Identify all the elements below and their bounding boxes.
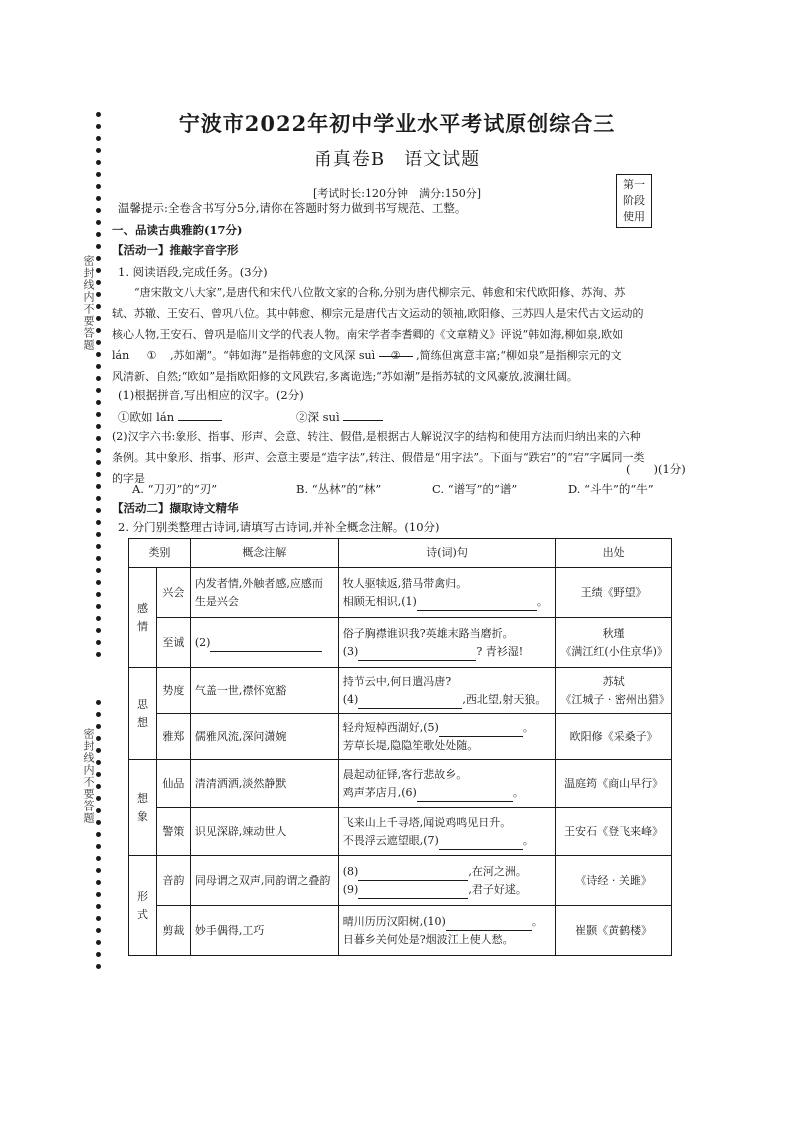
binding-dot	[96, 232, 101, 237]
pinyin-lan: lán	[112, 349, 130, 362]
answer-blank-6[interactable]	[417, 789, 513, 802]
poem-cell	[338, 714, 556, 760]
stamp-line-3: 使用	[623, 210, 645, 223]
binding-dot	[96, 904, 101, 909]
poem-prefix: (9)	[342, 882, 359, 896]
passage-line-3: 核心人物,王安石、曾巩是临川文学的代表人物。南宋学者李耆卿的《文章精义》评说“韩如海,柳如泉,欧如	[112, 328, 624, 341]
passage-line-5-end: ”是指欧阳修的文风跌宕,多离诡选;“苏如潮”是指苏轼的文风豪放,波澜壮阔。	[209, 370, 578, 383]
header-poem: 诗(词)句	[338, 539, 556, 568]
poem-line: 相顾无相识,(1) 。	[343, 593, 552, 611]
poem-line: 鸡声茅店月,(6) 。	[343, 784, 552, 802]
q1-stem: 1. 阅读语段,完成任务。(3分)	[118, 265, 268, 279]
binding-dot	[96, 820, 101, 825]
binding-dot	[96, 556, 101, 561]
poem-line	[343, 881, 552, 899]
blank-marker-1: ①	[146, 349, 157, 362]
exam-title: 宁波市2022年初中学业水平考试原创综合三	[178, 111, 616, 136]
binding-dot	[96, 352, 101, 357]
poem-suffix: ,在河之洲。	[468, 864, 527, 878]
binding-dot	[96, 364, 101, 369]
source-cell: 崔颢《黄鹤楼》	[556, 906, 672, 956]
binding-dot	[96, 496, 101, 501]
activity-2-heading: 【活动二】撷取诗文精华	[112, 501, 239, 515]
binding-dot	[96, 856, 101, 861]
binding-dot	[96, 784, 101, 789]
binding-dot	[96, 940, 101, 945]
binding-dot	[96, 292, 101, 297]
poem-cell	[338, 906, 556, 956]
blank-marker-2[interactable]	[379, 345, 413, 362]
exam-info: [考试时长:120分钟 满分:150分]	[313, 187, 481, 200]
sub1-b-label: ②深 suì	[296, 410, 340, 424]
concept-prefix: (2)	[194, 635, 211, 649]
subcategory: 至诚	[156, 618, 190, 668]
poem-line: 不畏浮云遮望眼,(7) 。	[343, 832, 552, 850]
passage-line-4-mid: ,苏如潮”。“韩如海”是指韩愈的文风深 suì	[170, 349, 376, 362]
group-label: 感情	[129, 568, 157, 668]
q1-sub1: (1)根据拼音,写出相应的汉字。(2分)	[118, 388, 304, 402]
binding-dot	[96, 964, 101, 969]
poem-suffix: ,君子好逑。	[468, 882, 527, 896]
poem-line	[343, 643, 552, 661]
q1-sub1-a	[118, 409, 222, 425]
answer-blank-8[interactable]	[358, 868, 468, 881]
binding-dot	[96, 892, 101, 897]
activity-1-heading: 【活动一】推敲字音字形	[112, 243, 239, 257]
concept-cell: 妙手偶得,工巧	[190, 906, 338, 956]
table-row	[129, 856, 672, 906]
binding-dot	[96, 700, 101, 705]
binding-dot	[96, 328, 101, 333]
binding-dot	[96, 880, 101, 885]
binding-dot	[96, 220, 101, 225]
source-cell	[556, 668, 672, 714]
subcategory: 雅郑	[156, 714, 190, 760]
binding-dot	[96, 748, 101, 753]
concept-cell: 儒雅风流,深问潇婉	[190, 714, 338, 760]
subcategory: 仙品	[156, 760, 190, 808]
source-cell: 欧阳修《采桑子》	[556, 714, 672, 760]
poem-prefix: 轻舟短棹西湖好,(5)	[342, 720, 439, 734]
answer-blank-9[interactable]	[358, 886, 468, 899]
option-c[interactable]: C. “谱写”的“谱”	[432, 482, 518, 496]
poem-line	[343, 863, 552, 881]
binding-dot	[96, 520, 101, 525]
answer-blank-7[interactable]	[439, 837, 523, 850]
binding-dot	[96, 424, 101, 429]
source-cell: 《诗经 · 关雎》	[556, 856, 672, 906]
subcategory: 势度	[156, 668, 190, 714]
poem-cell	[338, 618, 556, 668]
poem-cell	[338, 568, 556, 618]
poem-prefix: (4)	[342, 692, 359, 706]
binding-dot	[96, 304, 101, 309]
passage-line-4-end: ,简练但寓意丰富;“柳如泉”是指柳宗元的文	[416, 349, 622, 362]
subcategory: 兴会	[156, 568, 190, 618]
subcategory: 剪裁	[156, 906, 190, 956]
subcategory: 警策	[156, 808, 190, 856]
sub2-line-2: 条例。其中象形、指事、形声、会意主要是“造字法”,转注、假借是“用字法”。下面与“跌宕”的“宕”字属同一类	[112, 451, 645, 464]
q1-sub2	[112, 426, 692, 489]
dots-bottom	[96, 700, 102, 976]
poem-prefix: 鸡声茅店月,(6)	[342, 785, 417, 799]
concept-cell	[190, 618, 338, 668]
poem-line: 持节云中,何日遣冯唐?	[342, 674, 452, 688]
binding-dot	[96, 268, 101, 273]
binding-dot	[96, 412, 101, 417]
concept-cell: 同母谓之双声,同韵谓之叠韵	[190, 856, 338, 906]
source-author: 苏轼	[602, 674, 625, 688]
poem-cell	[338, 668, 556, 714]
table-header-row	[129, 539, 672, 568]
poem-line: 俗子胸襟谁识我?英雄末路当磨折。	[342, 626, 514, 640]
binding-dot	[96, 928, 101, 933]
passage-line-1: “唐宋散文八大家”,是唐代和宋代八位散文家的合称,分别为唐代柳宗元、韩愈和宋代欧阳修、苏洵、苏	[134, 286, 626, 299]
binding-dot	[96, 652, 101, 657]
passage-line-2: 轼、苏辙、王安石、曾巩八位。其中韩愈、柳宗元是唐代古文运动的领袖,欧阳修、三苏四人是宋代古文运动的	[112, 307, 644, 320]
source-cell: 王安石《登飞来峰》	[556, 808, 672, 856]
binding-dot	[96, 796, 101, 801]
binding-dot	[96, 508, 101, 513]
passage-line-5-start: 风清新、自然;“欧如	[112, 370, 210, 383]
answer-blank-5[interactable]	[439, 724, 523, 737]
binding-dot	[96, 712, 101, 717]
binding-dot	[96, 208, 101, 213]
q1-sub2-mark: ( )(1分)	[626, 462, 686, 476]
binding-dot	[96, 256, 101, 261]
poem-line: 轻舟短棹西湖好,(5) 。	[343, 719, 552, 737]
binding-dot	[96, 604, 101, 609]
q1-sub1-b	[296, 409, 383, 425]
subcategory: 音韵	[156, 856, 190, 906]
binding-dot	[96, 760, 101, 765]
binding-dot	[96, 580, 101, 585]
seal-line-text-bottom: 密封线内不要答题	[82, 728, 95, 824]
poem-prefix: 晴川历历汉阳树,(10)	[342, 914, 446, 928]
table-row	[129, 568, 672, 618]
poem-line: 日暮乡关何处是?烟波江上使人愁。	[342, 932, 514, 946]
poem-line: 牧人驱犊返,猎马带禽归。	[342, 576, 468, 590]
blank-marker-2-label: ②	[390, 349, 401, 362]
table-row	[129, 714, 672, 760]
binding-dot	[96, 832, 101, 837]
sub2-line-3: 的字是	[112, 472, 145, 485]
binding-dot	[96, 844, 101, 849]
writing-tip: 温馨提示:全卷含书写分5分,请你在答题时努力做到书写规范、工整。	[118, 201, 467, 215]
binding-dot	[96, 568, 101, 573]
option-b[interactable]: B. “丛林”的“林”	[296, 482, 382, 496]
binding-dot	[96, 472, 101, 477]
source-cell: 王绩《野望》	[556, 568, 672, 618]
binding-dot	[96, 952, 101, 957]
binding-dot	[96, 244, 101, 249]
poetry-table	[128, 538, 672, 956]
binding-dot	[96, 532, 101, 537]
exam-subtitle: 甬真卷B 语文试题	[313, 149, 481, 170]
group-label: 思想	[129, 668, 157, 760]
concept-cell: 识见深辟,竦动世人	[190, 808, 338, 856]
passage-line-5	[112, 366, 692, 387]
poem-prefix: (8)	[342, 864, 359, 878]
header-category: 类别	[129, 539, 191, 568]
poem-line	[343, 691, 552, 709]
binding-dot	[96, 484, 101, 489]
poem-line: 晨起动征铎,客行悲故乡。	[342, 767, 468, 781]
poem-suffix: ,西北望,射天狼。	[462, 692, 547, 706]
concept-cell: 气盖一世,襟怀宽豁	[190, 668, 338, 714]
answer-blank-10[interactable]	[446, 918, 532, 931]
table-row	[129, 906, 672, 956]
binding-dot	[96, 340, 101, 345]
concept-cell: 清清洒洒,淡然静默	[190, 760, 338, 808]
binding-dot	[96, 376, 101, 381]
binding-dot	[96, 736, 101, 741]
poem-line: 晴川历历汉阳树,(10) 。	[343, 913, 552, 931]
seal-line-text-top: 密封线内不要答题	[82, 255, 95, 351]
binding-dot	[96, 388, 101, 393]
binding-dot	[96, 772, 101, 777]
header-source: 出处	[556, 539, 672, 568]
binding-dot	[96, 448, 101, 453]
table-row	[129, 668, 672, 714]
binding-dot	[96, 400, 101, 405]
option-d[interactable]: D. “斗牛”的“牛”	[568, 482, 654, 496]
table-row	[129, 760, 672, 808]
q1-passage	[112, 282, 692, 387]
concept-cell: 内发者情,外触者感,应感而生是兴会	[190, 568, 338, 618]
answer-blank-2[interactable]	[210, 639, 322, 652]
binding-dot	[96, 808, 101, 813]
poem-prefix: 相顾无相识,(1)	[342, 594, 417, 608]
answer-blank-3[interactable]	[358, 648, 476, 661]
option-a[interactable]: A. “刀刃”的“刃”	[132, 482, 218, 496]
binding-dot	[96, 436, 101, 441]
answer-sui-blank[interactable]	[343, 409, 383, 421]
binding-dot	[96, 724, 101, 729]
sub2-line-1: (2)汉字六书:象形、指事、形声、会意、转注、假借,是根据古人解说汉字的结构和使用方法而归纳出来的六种	[112, 430, 641, 443]
answer-lan-blank[interactable]	[178, 409, 222, 421]
binding-dot	[96, 280, 101, 285]
poem-line: 芳草长堤,隐隐笙歌处处随。	[342, 738, 479, 752]
group-label: 形式	[129, 856, 157, 956]
poem-line: 飞来山上千寻塔,闻说鸡鸣见日升。	[342, 815, 512, 829]
q2-stem: 2. 分门别类整理古诗词,请填写古诗词,并补全概念注解。(10分)	[118, 520, 440, 534]
binding-dot	[96, 592, 101, 597]
binding-dot	[96, 868, 101, 873]
binding-dot	[96, 916, 101, 921]
poem-prefix: 不畏浮云遮望眼,(7)	[342, 833, 439, 847]
source-title: 《江城子 · 密州出猎》	[560, 692, 670, 706]
poem-cell	[338, 856, 556, 906]
section-1-heading: 一、品读古典雅韵(17分)	[112, 223, 243, 237]
stage-stamp	[616, 174, 652, 228]
stamp-line-2: 阶段	[623, 194, 645, 207]
poem-suffix: ? 青衫湿!	[476, 644, 524, 658]
header-concept: 概念注解	[190, 539, 338, 568]
binding-dot	[96, 640, 101, 645]
group-label: 想象	[129, 760, 157, 856]
stamp-line-1: 第一	[623, 178, 645, 191]
answer-blank-4[interactable]	[358, 696, 462, 709]
sub1-a-label: ①欧如 lán	[118, 410, 175, 424]
passage-line-4	[112, 345, 692, 366]
answer-blank-1[interactable]	[417, 598, 537, 611]
binding-dot	[96, 628, 101, 633]
binding-dot	[96, 172, 101, 177]
binding-dot	[96, 616, 101, 621]
binding-dot	[96, 544, 101, 549]
source-cell: 温庭筠《商山早行》	[556, 760, 672, 808]
source-cell	[556, 618, 672, 668]
table-row	[129, 618, 672, 668]
binding-dot	[96, 460, 101, 465]
binding-dot	[96, 316, 101, 321]
poem-cell	[338, 760, 556, 808]
source-title: 《满江红(小住京华)》	[560, 644, 668, 658]
table-row	[129, 808, 672, 856]
poem-cell	[338, 808, 556, 856]
poem-prefix: (3)	[342, 644, 359, 658]
source-author: 秋瑾	[602, 626, 625, 640]
